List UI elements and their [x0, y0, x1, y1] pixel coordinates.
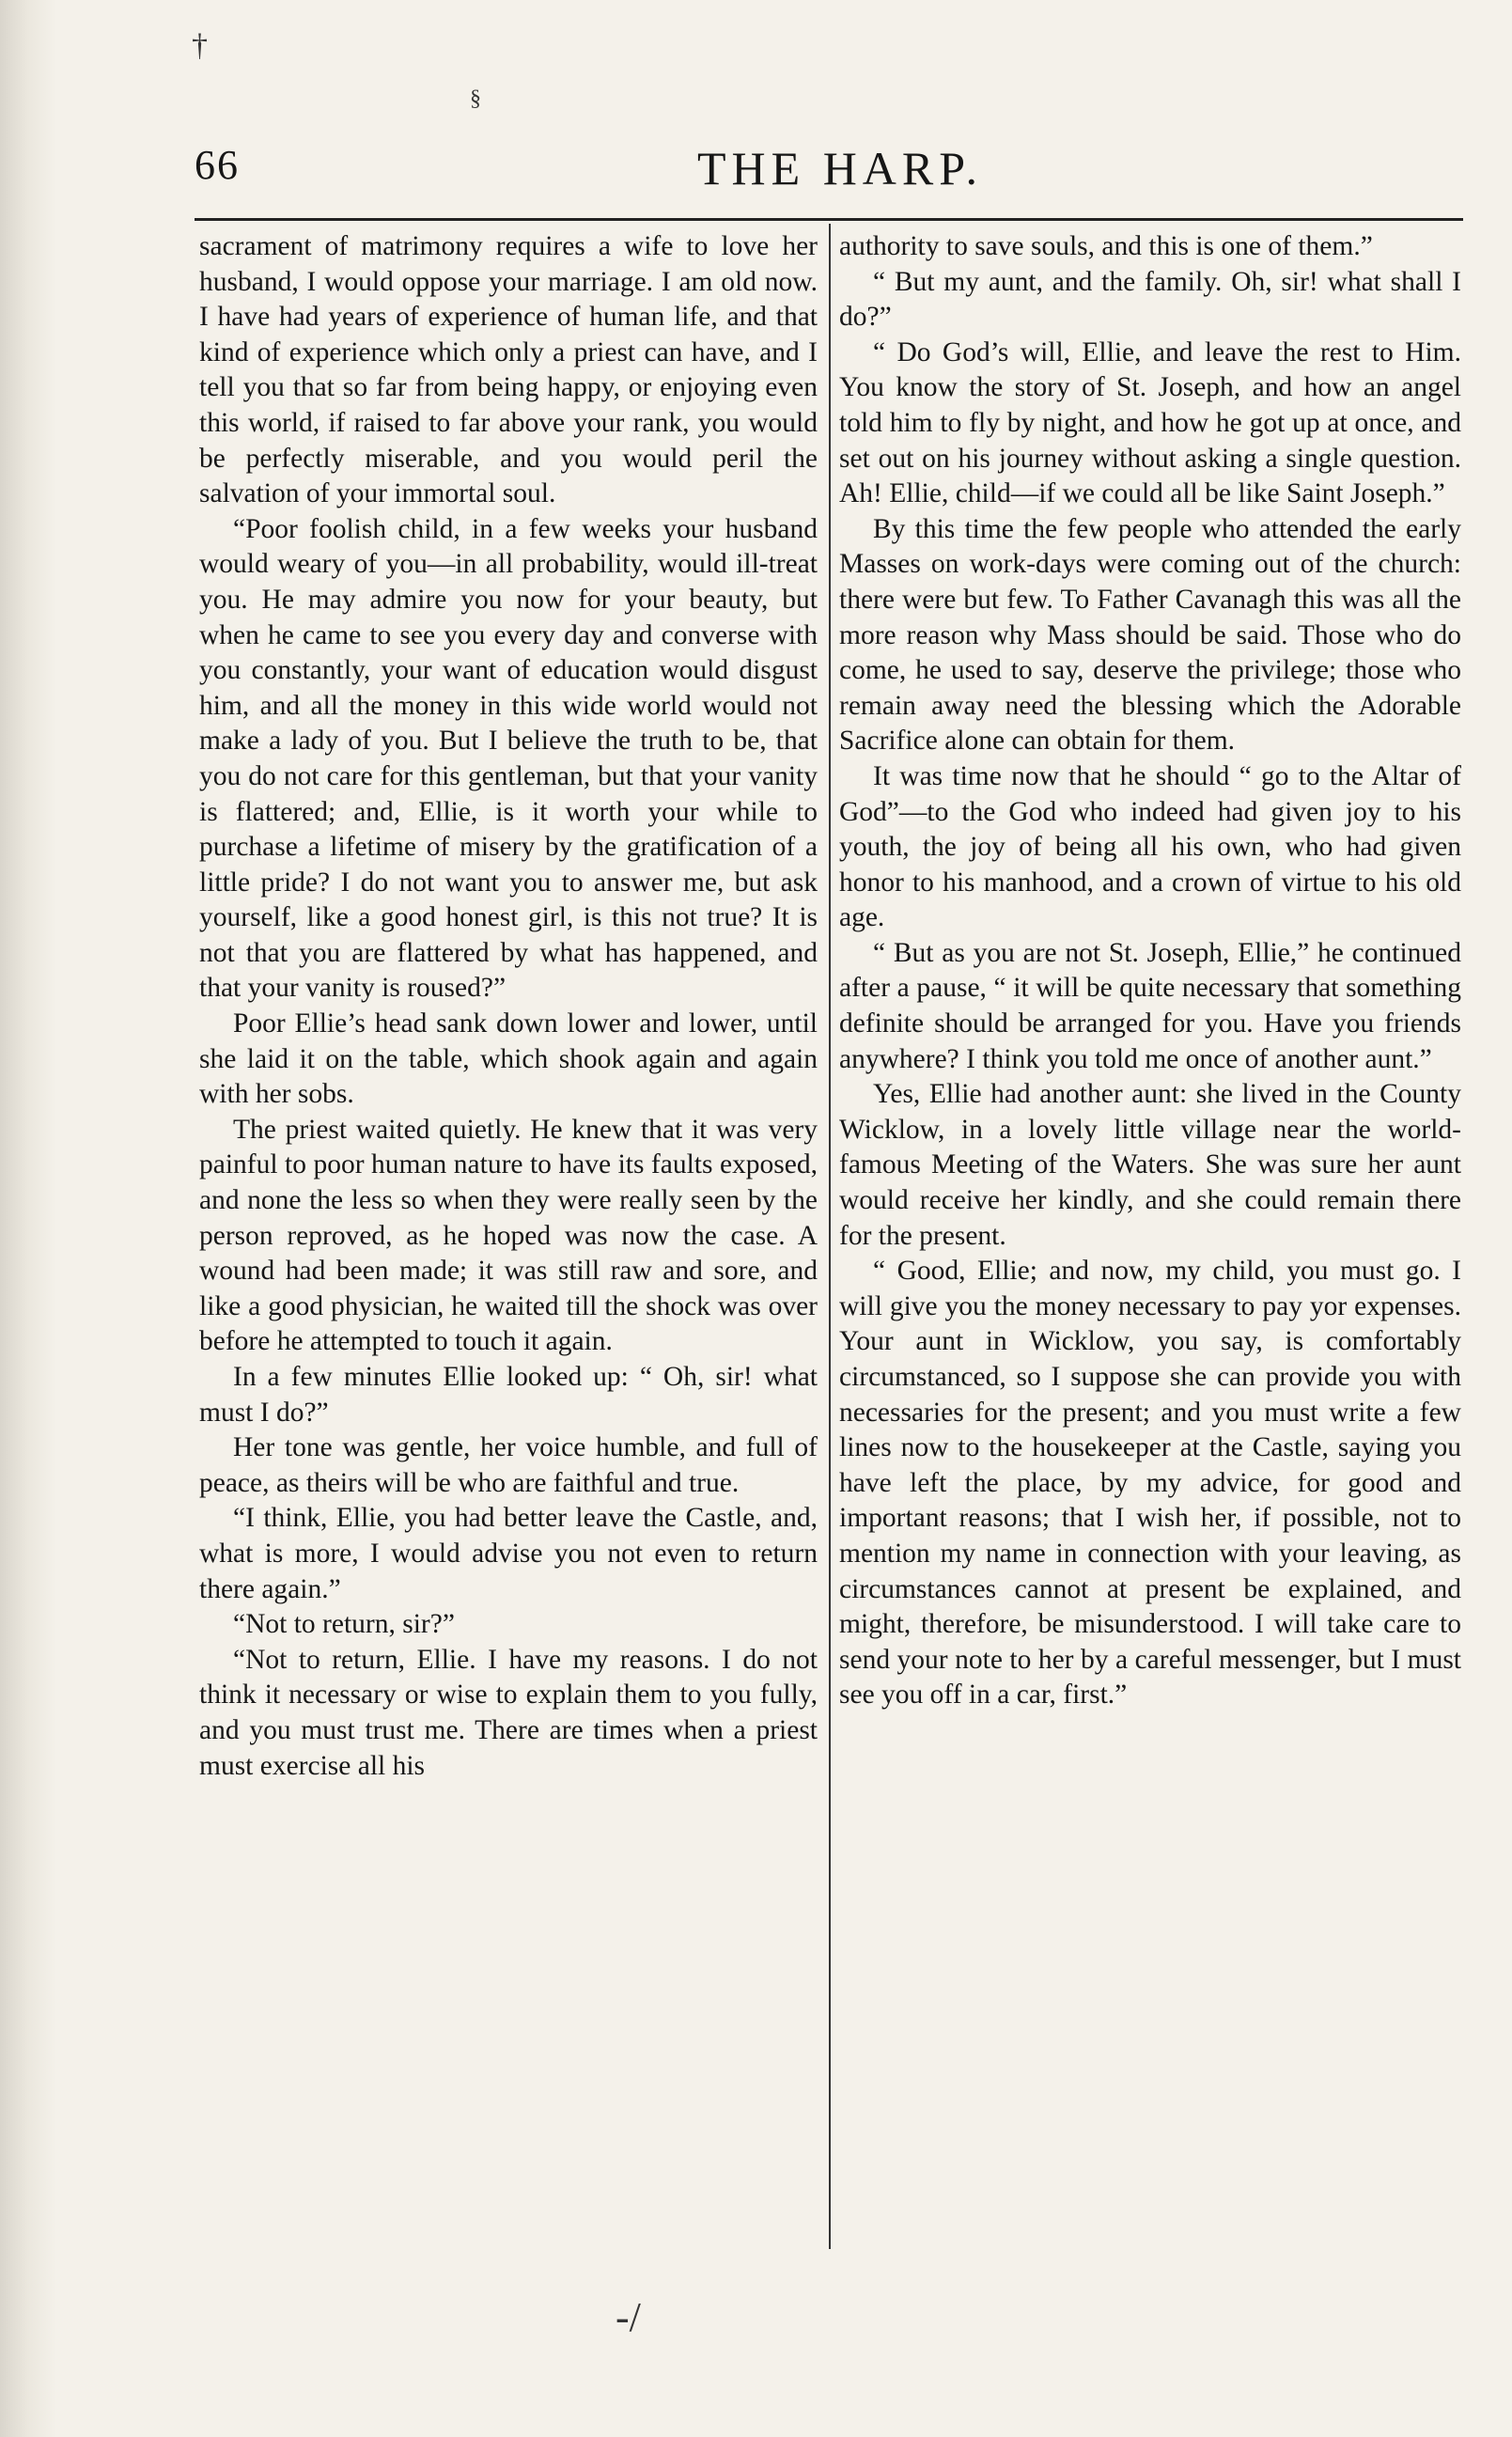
- paragraph: “ But my aunt, and the family. Oh, sir! what shall I do?”: [839, 266, 1461, 333]
- paragraph: Poor Ellie’s head sank down lower and lower, until she laid it on the table, which shook again and again with her sobs.: [199, 1008, 818, 1110]
- right-column: [839, 229, 1461, 2269]
- page-header: [195, 141, 1463, 197]
- journal-title: THE HARP.: [697, 142, 984, 195]
- paragraph: “ Do God’s will, Ellie, and leave the rest to Him. You know the story of St. Joseph, and how an angel told him to fly by night, and how he got up at once, and set out on his journey without asking a single question. Ah! Ellie, child—if we could all be like Saint Joseph.”: [839, 336, 1461, 509]
- ink-mark: §: [470, 86, 481, 111]
- page-number: 66: [195, 142, 240, 188]
- ink-mark: †: [192, 28, 208, 63]
- paragraph: “ Good, Ellie; and now, my child, you must go. I will give you the money necessary to pay yor expenses. Your aunt in Wicklow, you say, is comfortably circumstanced, so I suppose she can provide you with necessaries for the present; and you must write a few lines now to the housekeeper at the Castle, saying you have left the place, by my advice, for good and important reasons; that I wish her, if possible, not to mention my name in connection with your leaving, as circumstances cannot at present be explained, and might, therefore, be misunderstood. I will take care to send your note to her by a careful messenger, but I must see you off in a car, first.”: [839, 1256, 1461, 1711]
- paragraph: The priest waited quietly. He knew that it was very painful to poor human nature to have its faults exposed, and none the less so when they were really seen by the person reproved, as he hoped was now the case. A wound had been made; it was still raw and sore, and like a good physician, he waited till the shock was over before he attempted to touch it again.: [199, 1114, 818, 1357]
- paragraph: It was time now that he should “ go to the Altar of God”—to the God who indeed had given joy to his youth, the joy of being all his own, who had given honor to his manhood, and a crown of virtue to his old age.: [839, 760, 1461, 933]
- paragraph: “Poor foolish child, in a few weeks your husband would weary of you—in all probability, would ill-treat you. He may admire you now for your beauty, but when he came to see you every day and converse with you constantly, your want of education would disgust him, and all the money in this wide world would not make a lady of you. But I believe the truth to be, that you do not care for this gentleman, but that your vanity is flattered; and, Ellie, is it worth your while to purchase a lifetime of misery by the gratification of a little pride? I do not want you to answer me, but ask yourself, like a good honest girl, is this not true? It is not that you are flattered by what has happened, and that your vanity is roused?”: [199, 513, 818, 1004]
- paragraph: “Not to return, Ellie. I have my reasons. I do not think it necessary or wise to explain them to you fully, and you must trust me. There are times when a priest must exercise all his: [199, 1644, 818, 1781]
- paragraph: sacrament of matrimony requires a wife to love her husband, I would oppose your marriage. I am old now. I have had years of experience of human life, and that kind of experience which only a priest can have, and I tell you that so far from being happy, or enjoying even this world, if raised to far above your rank, you would be perfectly miserable, and you would peril the salvation of your immortal soul.: [199, 231, 818, 509]
- paragraph: “Not to return, sir?”: [233, 1609, 455, 1640]
- paragraph: Yes, Ellie had another aunt: she lived in the County Wicklow, in a lovely little village near the world-famous Meeting of the Waters. She was sure her aunt would receive her kindly, and she could remain there for the present.: [839, 1079, 1461, 1251]
- paragraph: “ But as you are not St. Joseph, Ellie,” he continued after a pause, “ it will be quite necessary that something definite should be arranged for you. Have you friends anywhere? I think you told me once of another aunt.”: [839, 937, 1461, 1074]
- paragraph: In a few minutes Ellie looked up: “ Oh, sir! what must I do?”: [199, 1362, 818, 1428]
- paragraph: “I think, Ellie, you had better leave the Castle, and, what is more, I would advise you not even to return there again.”: [199, 1503, 818, 1604]
- column-divider: [829, 224, 831, 2249]
- left-column: [199, 229, 818, 2269]
- paragraph: Her tone was gentle, her voice humble, and full of peace, as theirs will be who are faithful and true.: [199, 1432, 818, 1498]
- paragraph: authority to save souls, and this is one of them.”: [839, 231, 1373, 261]
- paragraph: By this time the few people who attended the early Masses on work-days were coming out of the church: there were but few. To Father Cavanagh this was all the more reason why Mass should be said. Those who do come, he used to say, deserve the privilege; those who remain away need the blessing which the Adorable Sacrifice alone can obtain for them.: [839, 513, 1461, 757]
- header-rule: [195, 218, 1463, 221]
- ink-mark: -/: [616, 2294, 641, 2340]
